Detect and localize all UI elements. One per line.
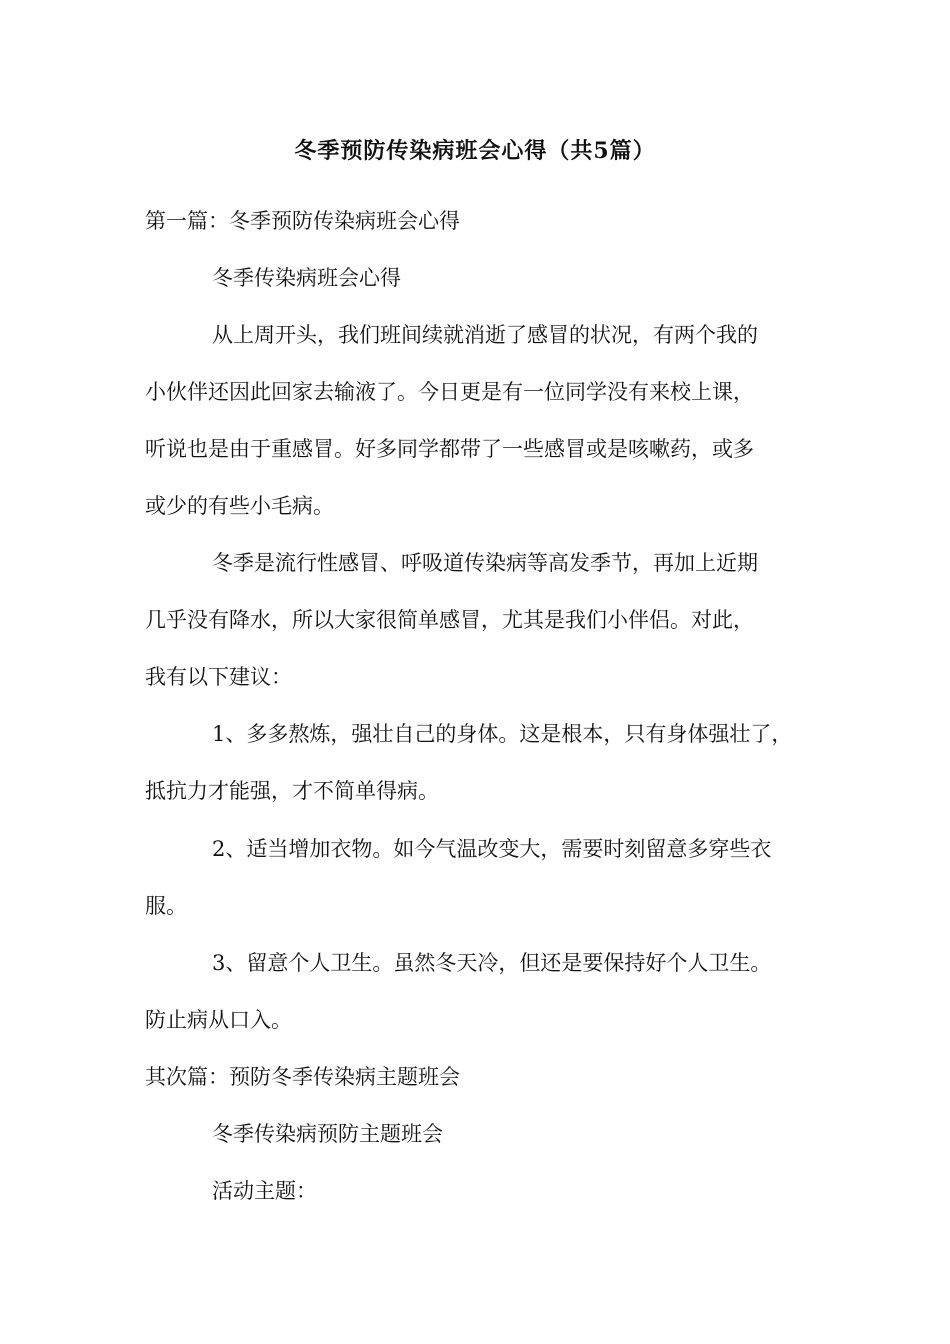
document-title: 冬季预防传染病班会心得（共5篇） [294,138,656,164]
activity-theme-label: 活动主题： [212,1179,317,1203]
paragraph-line: 冬季是流行性感冒、呼吸道传染病等高发季节，再加上近期 [212,551,758,575]
paragraph-line: 防止病从口入。 [145,1008,292,1032]
paragraph-line: 几乎没有降水，所以大家很简单感冒，尤其是我们小伴侣。对此， [145,608,754,632]
paragraph-line: 抵抗力才能强，才不简单得病。 [145,779,439,803]
list-item-2: 2、适当增加衣物。如今气温改变大，需要时刻留意多穿些衣 [212,837,772,861]
list-item-3: 3、留意个人卫生。虽然冬天冷，但还是要保持好个人卫生。 [212,951,772,975]
paragraph-line: 我有以下建议： [145,665,292,689]
paragraph-line: 服。 [145,894,187,918]
subheading-2: 冬季传染病预防主题班会 [212,1122,443,1146]
paragraph-line: 或少的有些小毛病。 [145,494,334,518]
paragraph-line: 小伙伴还因此回家去输液了。今日更是有一位同学没有来校上课， [145,380,754,404]
section-heading-2: 其次篇：预防冬季传染病主题班会 [145,1065,460,1089]
section-heading-1: 第一篇：冬季预防传染病班会心得 [145,209,460,233]
subheading-1: 冬季传染病班会心得 [212,266,401,290]
paragraph-line: 听说也是由于重感冒。好多同学都带了一些感冒或是咳嗽药，或多 [145,437,754,461]
list-item-1: 1、多多熬炼，强壮自己的身体。这是根本，只有身体强壮了， [212,722,793,746]
paragraph-line: 从上周开头，我们班间续就消逝了感冒的状况，有两个我的 [212,323,758,347]
